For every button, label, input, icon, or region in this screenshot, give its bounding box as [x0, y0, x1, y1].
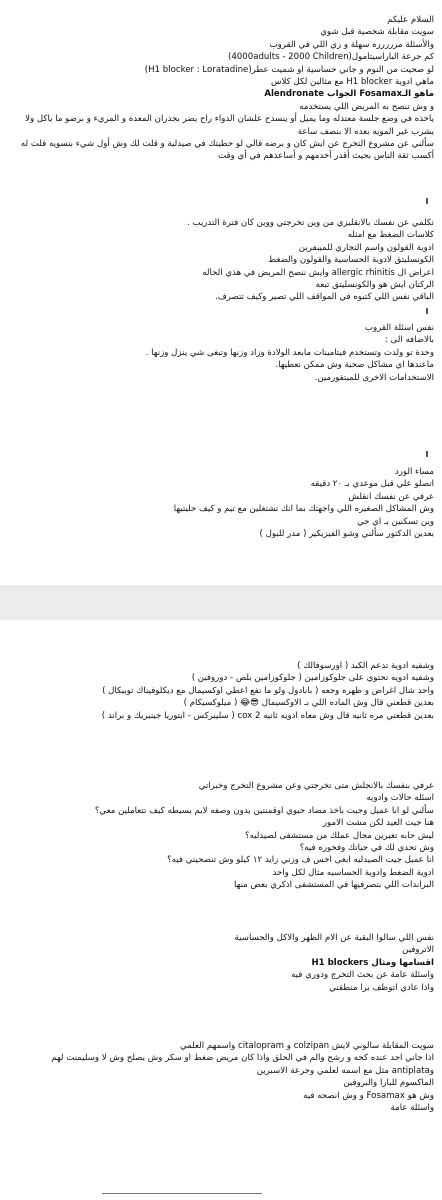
separator-mark [426, 451, 428, 457]
text-line: نفس اسئلة القروب [364, 323, 434, 333]
text-line: واسئلة عامة [390, 1103, 434, 1114]
text-line: و وش تنصح به المريض اللي يستخدمه [299, 101, 434, 112]
text-line: كلاسات الضغط مع امثله [347, 230, 434, 241]
image-divider [0, 585, 442, 620]
text-line: وشفيه ادويه تحتوي على جلوكوزامين ( جلوكوزامين بلص - دوروفين ) [191, 673, 434, 684]
text-line: مساء الورد [394, 467, 434, 477]
message-section-5 [8, 660, 434, 722]
text-line: ليش حابه تغيرين مجال عملك من مستشفى لصيدليه؟ [245, 830, 434, 841]
text-line: نفس اللي سالوا البقية عن الام الظهر والاكل والحساسية [234, 933, 434, 943]
text-line: تكلمي عن نفسك بالانقليزي من وين تخرجتي ووين كان فترة التدريب . [186, 218, 434, 228]
text-line: سألني لو انا عميل وجيت باخذ مضاد حيوي اوقمنتين بدون وصفه لايم بسيطه كيف تتعاملين معي؟ [94, 805, 434, 816]
text-line: وش تحدي لك في حياتك وفخوره فيه؟ [299, 843, 434, 854]
text-line: ماهو الـFosamax الجواب Alendronate [264, 89, 434, 100]
message-section-4 [8, 466, 434, 540]
bottom-rule [102, 1193, 262, 1194]
text-line: ماعندها اي مشاكل صحية وش ممكن نعطيها. [275, 360, 434, 371]
text-line: وش المشاكل الصغيره اللي واجهتك بما انك تشتغلين مع تيم و كيف حليتيها [173, 504, 434, 515]
text-line: السلام عليكم [387, 15, 434, 25]
text-line: اذا جاني احد عنده كحه و رشح والم في الحلق واذا كان مريض ضغط او سكر وش يصلح وش لا وسليمنت لهم [51, 1053, 434, 1064]
text-line: سويت مقابلة شخصية قبل شوي [320, 27, 434, 38]
message-section-2 [8, 217, 434, 304]
text-line: اعراض ال allergic rhinitis وايش ننصح المريض في هذي الحاله [202, 267, 434, 278]
text-line: لو صحيت من النوم و جاني حساسية او شميت عطر(H1 blocker : Loratadine) [144, 64, 434, 75]
text-line: بعدين قطعني مره ثانيه قال وش معاه ادويه ثانيه cox 2 ( سليبركس - ايتوريا جينيريك و براند ) [101, 710, 434, 721]
text-line: واذا عادي اتوظف برا منطقتي [329, 982, 434, 993]
message-section-7 [8, 932, 434, 994]
message-panel-bottom [0, 620, 442, 1200]
message-panel-top [0, 0, 442, 585]
text-line: الكونسليتق لادوية الحساسية والقولون والضغط [268, 255, 434, 266]
text-line: ادوية القولون واسم التجاري للميبفرين [298, 242, 434, 253]
text-line: انا عميل جيت الصيدليه ابغى اخس ف وزني زايد ١٢ كيلو وش تنصحيني فيه؟ [167, 855, 434, 866]
text-line: ادوية الضغط وادوية الحساسيه مثال لكل واحد [272, 867, 434, 878]
text-line: وantiplata مثل مع اسمه لعلمي وجرعة الاسبرين [256, 1065, 434, 1076]
separator-mark [426, 198, 428, 204]
text-line: وشفيه ادوية تدعم الكبد ( اورسوفالك ) [297, 661, 434, 671]
message-section-6 [8, 780, 434, 892]
text-line: هنا جيت العيد لكن مشت الامور [322, 818, 434, 829]
text-line: واحد شال اغراض و ظهره وجعه ( بانادول ولو ما نفع اعطي اوكسيمال مع ديكلوفيناك توبيكال ) [102, 685, 434, 696]
text-line: وحدة تو ولدت وتستخدم فيتامينات مابعد الولادة وزاد وزنها وتبغى شي ينزل وزنها . [145, 347, 434, 358]
text-line: ماهي ادوية H1 blocker مع مثالين لكل كلاس [271, 77, 434, 88]
text-line: سألني عن مشروع التخرج عن ايش كان و برضه قالي لو حطيتك في صيدلية و قلت لك وش أول شيء بتسويه قلت له أكسب ثقة الناس بحيث أقدر أخدمهم و أساعدهم في أي وقت [20, 139, 434, 162]
text-line: الباقي نفس اللي كتبوه في المواقف اللي تصير وكيف تتصرف. [215, 292, 434, 303]
message-section-8 [8, 1040, 434, 1114]
text-line: بعدين قطعني قال وش الماده اللي بـ الاوكسيمال 😎😂 ( ميلوكسيكام ) [183, 698, 434, 709]
text-line: اتصلو علي قبل موعدي بـ ٢٠ دقيقه [310, 479, 434, 490]
text-line: عرفي بنفسك بالانجلش متى تخرجتي وعن مشروع التخرج وخبراتي [198, 781, 434, 791]
separator-mark [426, 308, 428, 314]
text-line: بعدين الدكتور سألني وشو الفيزيكير ( مدر للبول ) [259, 529, 434, 540]
text-line: الماكسوم للبارا والبروفين [343, 1078, 434, 1089]
message-section-3 [8, 322, 434, 384]
text-line: واسئلة عامة عن بحث التخرج ودوري فيه [291, 970, 434, 981]
text-line: H1 blockers اقسامها ومثال [311, 957, 434, 968]
text-line: الركتان ايش هو والكونسليتق تبعه [315, 280, 434, 291]
text-line: عرفي عن نفسك انقلش [348, 491, 434, 502]
text-line: وش هو Fosamax و وش انصحه فيه [303, 1090, 434, 1101]
message-section-1 [8, 14, 434, 163]
text-line: سويت المقابلة سالوني لايش colzipan و citalopram واسمهم العلمي [180, 1041, 434, 1051]
text-line: كم جرعة الباراسيتامول(4000adults - 2000 Children) [227, 52, 434, 63]
text-line: وين تسكنين بـ اي حي [356, 516, 434, 527]
text-line: والأسئلة مررررره سهلة و زي اللي في القروب [269, 39, 434, 50]
text-line: الاستخدامات الاخرى للميتفورمين. [314, 372, 434, 383]
text-line: ياخذه في وضع جلسة معتدله وما يميل أو ينسدح علشان الدواء راح يضر بجدران المعدة و المريء و برضو ما ياكل ولا يشرب غير المويه بعده الا بنصف ساعة [25, 114, 434, 137]
text-line: الاتروفين [402, 945, 434, 956]
text-line: بالاضافه الى : [384, 335, 434, 346]
text-line: البراندات اللي بتصرفيها في المستشفى اذكري بعض منها [233, 880, 434, 891]
text-line: اسئله حالات وادويه [366, 793, 434, 804]
